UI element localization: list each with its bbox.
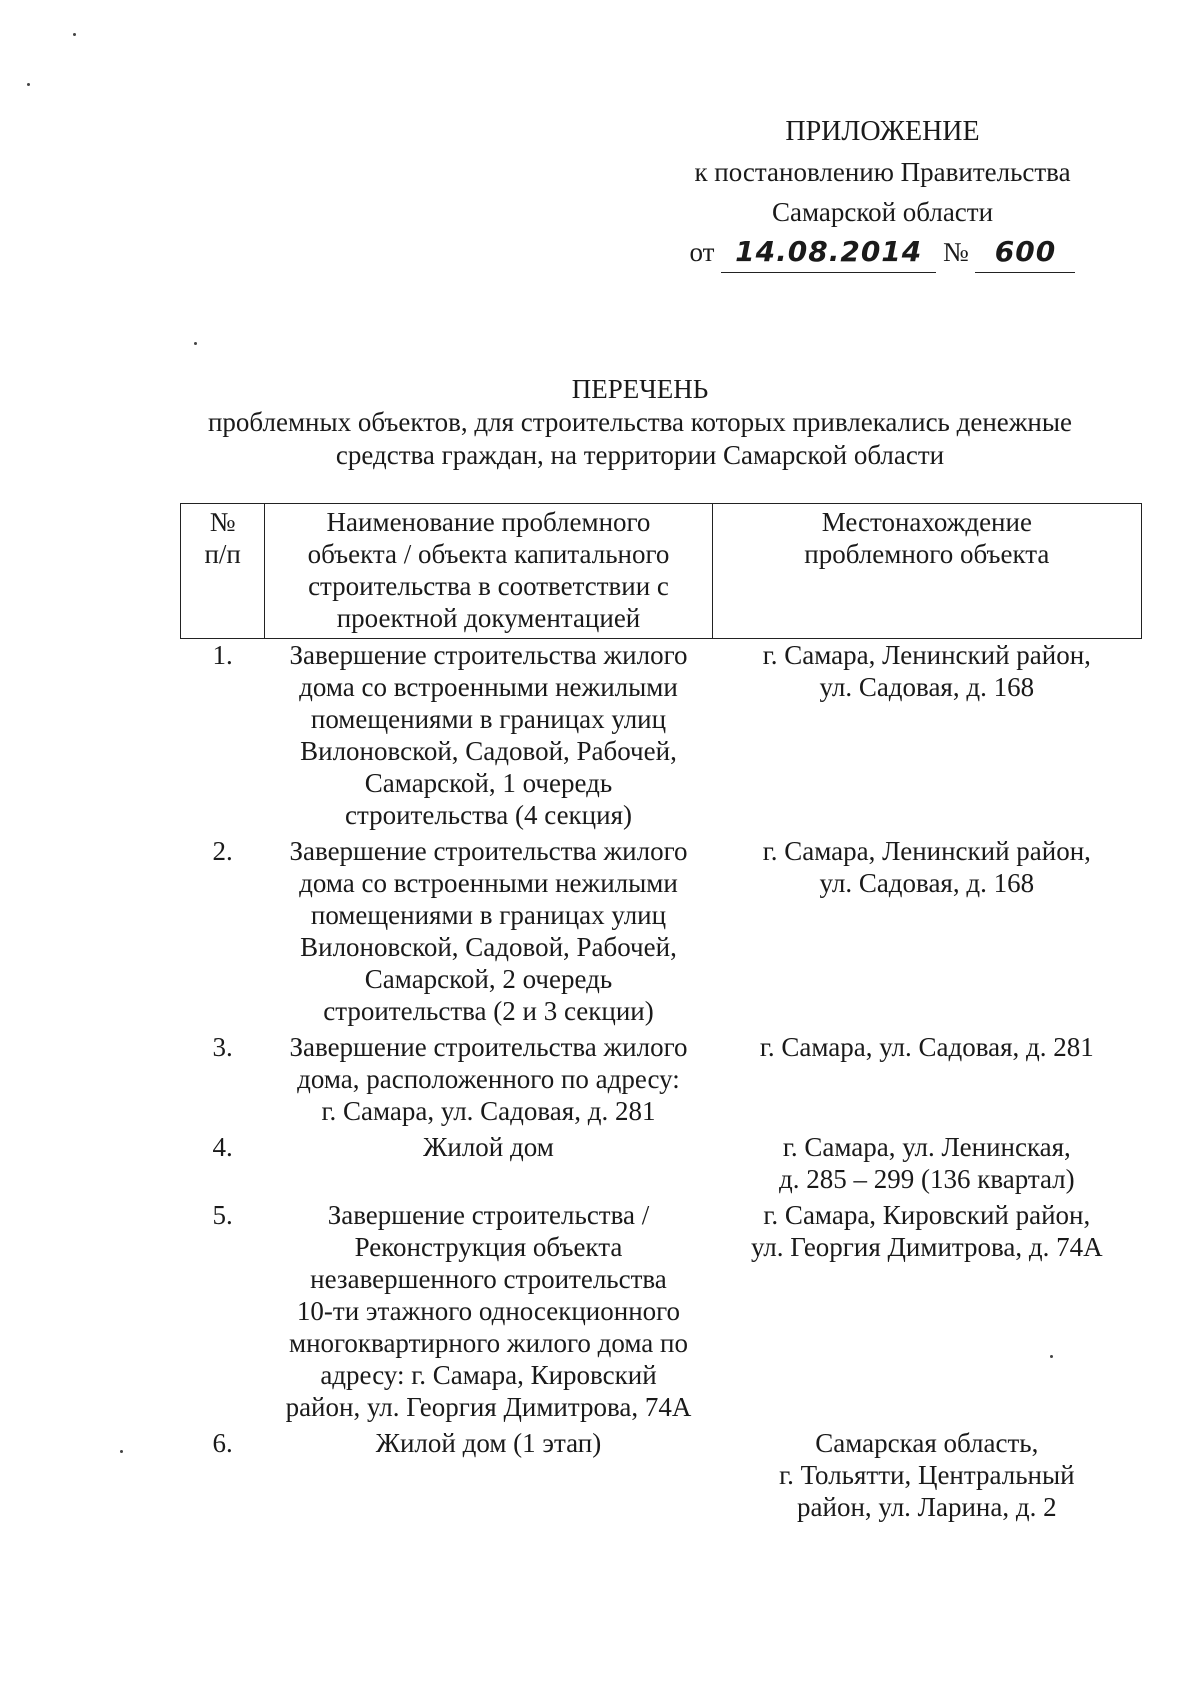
row-name: Завершение строительства / Реконструкция объекта незавершенного строительства 10-ти этажного односекционного многоквартирного жилого дома по адресу: г. Самара, Кировский район, ул. Георгия Димитрова, 74А <box>285 1200 692 1422</box>
row-location: г. Самара, ул. Садовая, д. 281 <box>759 1032 1094 1062</box>
row-name: Жилой дом <box>423 1132 554 1162</box>
table-row <box>181 1199 1142 1427</box>
number-prefix: № <box>942 237 969 267</box>
header-location: Местонахождение проблемного объекта <box>712 504 1141 639</box>
scan-speck <box>27 83 30 86</box>
header-name: Наименование проблемного объекта / объекта капитального строительства в соответствии с проектной документацией <box>265 504 712 639</box>
row-name: Завершение строительства жилого дома со встроенными нежилыми помещениями в границах улиц Вилоновской, Садовой, Рабочей, Самарской, 2 очередь строительства (2 и 3 секции) <box>289 836 688 1026</box>
row-location: г. Самара, Ленинский район, ул. Садовая, д. 168 <box>762 836 1091 898</box>
row-location: г. Самара, Ленинский район, ул. Садовая, д. 168 <box>762 640 1091 702</box>
table-row <box>181 1427 1142 1527</box>
appendix-block <box>600 112 1165 273</box>
scan-speck <box>194 342 197 345</box>
header-number: № п/п <box>181 504 265 639</box>
objects-table <box>180 503 1142 1527</box>
handwritten-number: 600 <box>975 232 1075 273</box>
appendix-date-line <box>600 232 1165 273</box>
row-number: 5. <box>212 1200 233 1230</box>
handwritten-date: 14.08.2014 <box>721 232 936 273</box>
scan-speck <box>73 33 76 36</box>
row-location: г. Самара, ул. Ленинская, д. 285 – 299 (136 квартал) <box>778 1132 1075 1194</box>
scan-speck <box>120 1450 123 1453</box>
table-row <box>181 1131 1142 1199</box>
row-number: 3. <box>212 1032 233 1062</box>
appendix-title: ПРИЛОЖЕНИЕ <box>785 116 980 147</box>
row-location: г. Самара, Кировский район, ул. Георгия Димитрова, д. 74А <box>750 1200 1103 1262</box>
row-number: 1. <box>212 640 233 670</box>
row-number: 4. <box>212 1132 233 1162</box>
row-name: Завершение строительства жилого дома, расположенного по адресу: г. Самара, ул. Садовая, д. 281 <box>289 1032 688 1126</box>
table-header-row <box>181 504 1142 639</box>
row-name: Жилой дом (1 этап) <box>375 1428 602 1458</box>
document-heading <box>160 373 1120 472</box>
heading-subtitle-line-1: проблемных объектов, для строительства которых привлекались денежные <box>207 407 1073 437</box>
table-row <box>181 1031 1142 1131</box>
date-prefix: от <box>689 237 715 267</box>
appendix-line-1: к постановлению Правительства <box>694 157 1071 187</box>
heading-title: ПЕРЕЧЕНЬ <box>571 374 709 404</box>
row-number: 2. <box>212 836 233 866</box>
row-name: Завершение строительства жилого дома со встроенными нежилыми помещениями в границах улиц Вилоновской, Садовой, Рабочей, Самарской, 1 очередь строительства (4 секция) <box>289 640 688 830</box>
table-row <box>181 639 1142 836</box>
appendix-line-2: Самарской области <box>771 197 994 227</box>
table-row <box>181 835 1142 1031</box>
row-location: Самарская область, г. Тольятти, Центральный район, ул. Ларина, д. 2 <box>779 1428 1075 1522</box>
row-number: 6. <box>212 1428 233 1458</box>
heading-subtitle-line-2: средства граждан, на территории Самарской области <box>335 440 945 470</box>
